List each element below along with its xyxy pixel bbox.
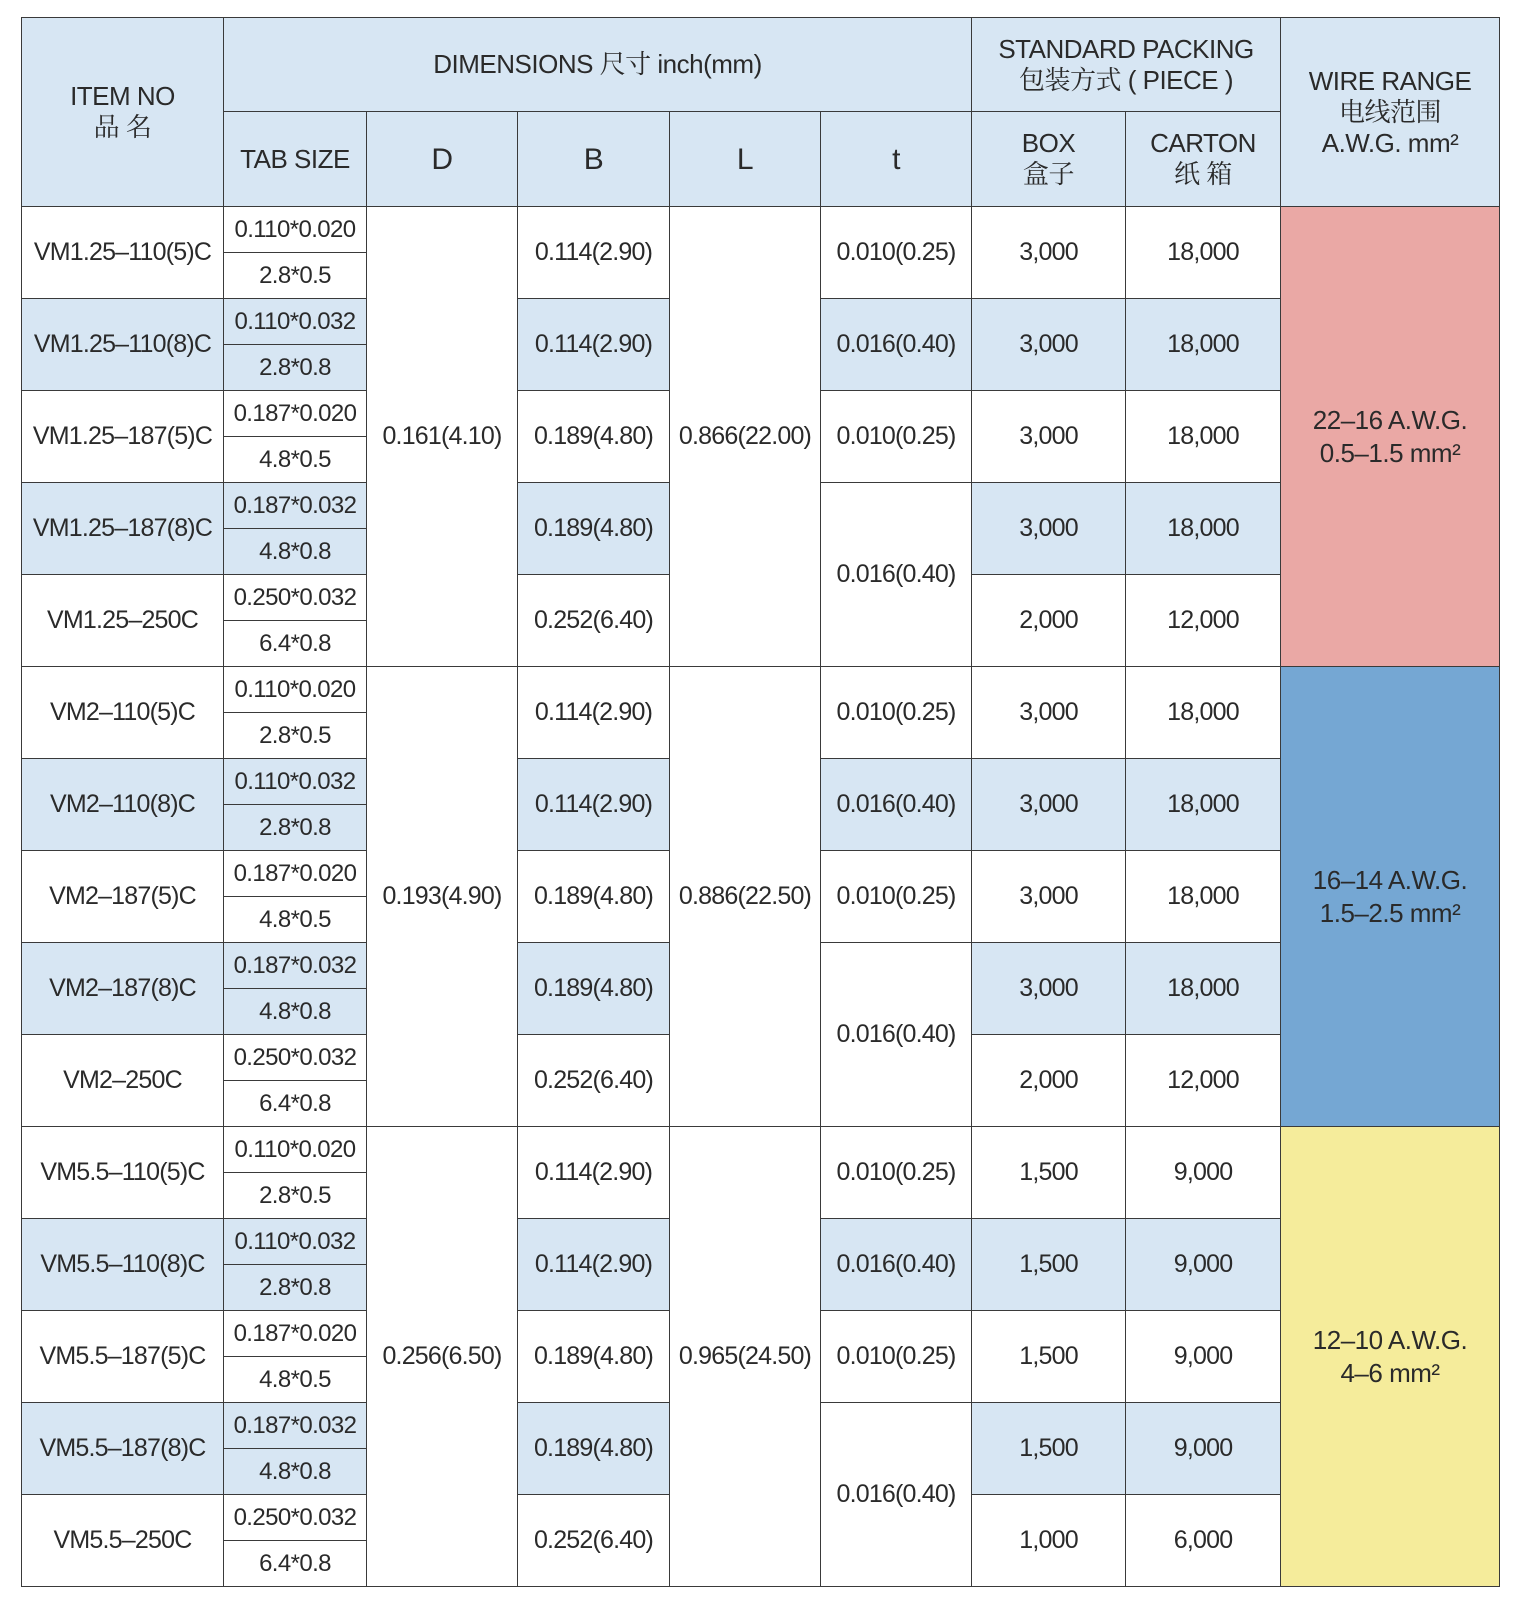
header-packing-en: STANDARD PACKING [998,33,1254,64]
table-row [22,667,1500,713]
b-cell: 0.114(2.90) [518,759,670,851]
t-cell: 0.016(0.40) [821,759,972,851]
header-box [972,112,1126,207]
t-cell: 0.010(0.25) [821,391,972,483]
b-cell: 0.114(2.90) [518,667,670,759]
b-cell: 0.189(4.80) [518,851,670,943]
b-cell: 0.189(4.80) [518,483,670,575]
tab-size-mm-cell: 6.4*0.8 [224,1541,367,1587]
d-cell: 0.161(4.10) [367,207,518,667]
tab-size-mm-cell: 4.8*0.5 [224,897,367,943]
tab-size-inch-cell: 0.187*0.032 [224,943,367,989]
carton-cell: 6,000 [1126,1495,1281,1587]
b-cell: 0.189(4.80) [518,943,670,1035]
b-cell: 0.114(2.90) [518,207,670,299]
header-d: D [367,112,518,207]
spec-table-body [22,207,1500,1587]
t-cell: 0.010(0.25) [821,1311,972,1403]
item-no-cell: VM1.25–250C [22,575,224,667]
header-t: t [821,112,972,207]
t-cell: 0.016(0.40) [821,299,972,391]
t-cell: 0.010(0.25) [821,207,972,299]
item-no-cell: VM2–250C [22,1035,224,1127]
b-cell: 0.252(6.40) [518,575,670,667]
header-item-no-en: ITEM NO [70,81,175,111]
header-standard-packing [972,18,1281,112]
tab-size-mm-cell: 2.8*0.8 [224,1265,367,1311]
t-cell: 0.016(0.40) [821,943,972,1127]
wire-range-mm: 1.5–2.5 mm² [1319,897,1461,928]
box-cell: 3,000 [972,943,1126,1035]
t-cell: 0.010(0.25) [821,1127,972,1219]
wire-range-mm: 0.5–1.5 mm² [1319,437,1461,468]
tab-size-inch-cell: 0.110*0.020 [224,1127,367,1173]
item-no-cell: VM2–110(5)C [22,667,224,759]
tab-size-mm-cell: 2.8*0.8 [224,805,367,851]
tab-size-inch-cell: 0.110*0.032 [224,299,367,345]
box-cell: 2,000 [972,1035,1126,1127]
b-cell: 0.252(6.40) [518,1495,670,1587]
tab-size-inch-cell: 0.187*0.020 [224,851,367,897]
carton-cell: 18,000 [1126,207,1281,299]
item-no-cell: VM2–187(5)C [22,851,224,943]
box-cell: 2,000 [972,575,1126,667]
item-no-cell: VM1.25–187(5)C [22,391,224,483]
box-cell: 1,000 [972,1495,1126,1587]
header-carton-en: CARTON [1150,128,1256,158]
tab-size-mm-cell: 4.8*0.5 [224,437,367,483]
tab-size-inch-cell: 0.187*0.020 [224,391,367,437]
wire-range-awg: 16–14 A.W.G. [1312,864,1468,895]
tab-size-mm-cell: 2.8*0.5 [224,1173,367,1219]
d-cell: 0.256(6.50) [367,1127,518,1587]
t-cell: 0.010(0.25) [821,667,972,759]
l-cell: 0.886(22.50) [670,667,821,1127]
box-cell: 3,000 [972,851,1126,943]
b-cell: 0.114(2.90) [518,1219,670,1311]
item-no-cell: VM1.25–110(8)C [22,299,224,391]
carton-cell: 18,000 [1126,667,1281,759]
tab-size-inch-cell: 0.110*0.020 [224,667,367,713]
tab-size-mm-cell: 4.8*0.8 [224,989,367,1035]
tab-size-mm-cell: 4.8*0.5 [224,1357,367,1403]
tab-size-inch-cell: 0.187*0.020 [224,1311,367,1357]
header-item-no [22,18,224,207]
carton-cell: 18,000 [1126,483,1281,575]
box-cell: 3,000 [972,483,1126,575]
wire-range-awg: 12–10 A.W.G. [1312,1324,1468,1355]
item-no-cell: VM5.5–187(5)C [22,1311,224,1403]
tab-size-inch-cell: 0.250*0.032 [224,1495,367,1541]
wire-range-cell [1281,207,1500,667]
b-cell: 0.114(2.90) [518,1127,670,1219]
wire-range-awg: 22–16 A.W.G. [1312,404,1468,435]
carton-cell: 18,000 [1126,391,1281,483]
t-cell: 0.016(0.40) [821,483,972,667]
header-wire-units: A.W.G. mm² [1321,127,1459,158]
wire-range-mm: 4–6 mm² [1340,1357,1440,1388]
box-cell: 1,500 [972,1311,1126,1403]
spec-table [21,17,1500,1587]
tab-size-mm-cell: 2.8*0.8 [224,345,367,391]
b-cell: 0.189(4.80) [518,1311,670,1403]
tab-size-mm-cell: 6.4*0.8 [224,621,367,667]
header-carton [1126,112,1281,207]
carton-cell: 9,000 [1126,1127,1281,1219]
box-cell: 3,000 [972,667,1126,759]
box-cell: 1,500 [972,1403,1126,1495]
header-wire-range [1281,18,1500,207]
box-cell: 3,000 [972,299,1126,391]
item-no-cell: VM2–187(8)C [22,943,224,1035]
tab-size-mm-cell: 6.4*0.8 [224,1081,367,1127]
item-no-cell: VM1.25–187(8)C [22,483,224,575]
t-cell: 0.010(0.25) [821,851,972,943]
tab-size-inch-cell: 0.250*0.032 [224,575,367,621]
header-item-no-cn: 品 名 [93,112,152,142]
tab-size-inch-cell: 0.110*0.020 [224,207,367,253]
tab-size-inch-cell: 0.187*0.032 [224,483,367,529]
l-cell: 0.965(24.50) [670,1127,821,1587]
carton-cell: 18,000 [1126,759,1281,851]
wire-range-cell [1281,667,1500,1127]
t-cell: 0.016(0.40) [821,1219,972,1311]
header-wire-cn: 电线范围 [1339,96,1442,127]
box-cell: 3,000 [972,207,1126,299]
tab-size-mm-cell: 2.8*0.5 [224,713,367,759]
tab-size-inch-cell: 0.110*0.032 [224,1219,367,1265]
carton-cell: 9,000 [1126,1311,1281,1403]
tab-size-mm-cell: 2.8*0.5 [224,253,367,299]
table-row [22,207,1500,253]
header-packing-cn: 包装方式 ( PIECE ) [1019,64,1234,95]
carton-cell: 18,000 [1126,299,1281,391]
box-cell: 1,500 [972,1127,1126,1219]
header-wire-en: WIRE RANGE [1308,65,1472,96]
item-no-cell: VM2–110(8)C [22,759,224,851]
item-no-cell: VM5.5–187(8)C [22,1403,224,1495]
item-no-cell: VM1.25–110(5)C [22,207,224,299]
box-cell: 3,000 [972,391,1126,483]
tab-size-inch-cell: 0.187*0.032 [224,1403,367,1449]
wire-range-cell [1281,1127,1500,1587]
table-row [22,1127,1500,1173]
tab-size-mm-cell: 4.8*0.8 [224,529,367,575]
tab-size-mm-cell: 4.8*0.8 [224,1449,367,1495]
carton-cell: 9,000 [1126,1403,1281,1495]
carton-cell: 9,000 [1126,1219,1281,1311]
header-box-cn: 盒子 [1023,159,1075,189]
tab-size-inch-cell: 0.250*0.032 [224,1035,367,1081]
tab-size-inch-cell: 0.110*0.032 [224,759,367,805]
item-no-cell: VM5.5–110(8)C [22,1219,224,1311]
header-dimensions: DIMENSIONS 尺寸 inch(mm) [224,18,972,112]
box-cell: 1,500 [972,1219,1126,1311]
t-cell: 0.016(0.40) [821,1403,972,1587]
header-carton-cn: 纸 箱 [1174,159,1232,189]
header-tab-size: TAB SIZE [224,112,367,207]
b-cell: 0.189(4.80) [518,391,670,483]
d-cell: 0.193(4.90) [367,667,518,1127]
b-cell: 0.114(2.90) [518,299,670,391]
item-no-cell: VM5.5–110(5)C [22,1127,224,1219]
header-box-en: BOX [1021,128,1076,158]
box-cell: 3,000 [972,759,1126,851]
header-b: B [518,112,670,207]
carton-cell: 18,000 [1126,943,1281,1035]
l-cell: 0.866(22.00) [670,207,821,667]
carton-cell: 12,000 [1126,575,1281,667]
carton-cell: 12,000 [1126,1035,1281,1127]
b-cell: 0.189(4.80) [518,1403,670,1495]
header-l: L [670,112,821,207]
item-no-cell: VM5.5–250C [22,1495,224,1587]
carton-cell: 18,000 [1126,851,1281,943]
b-cell: 0.252(6.40) [518,1035,670,1127]
